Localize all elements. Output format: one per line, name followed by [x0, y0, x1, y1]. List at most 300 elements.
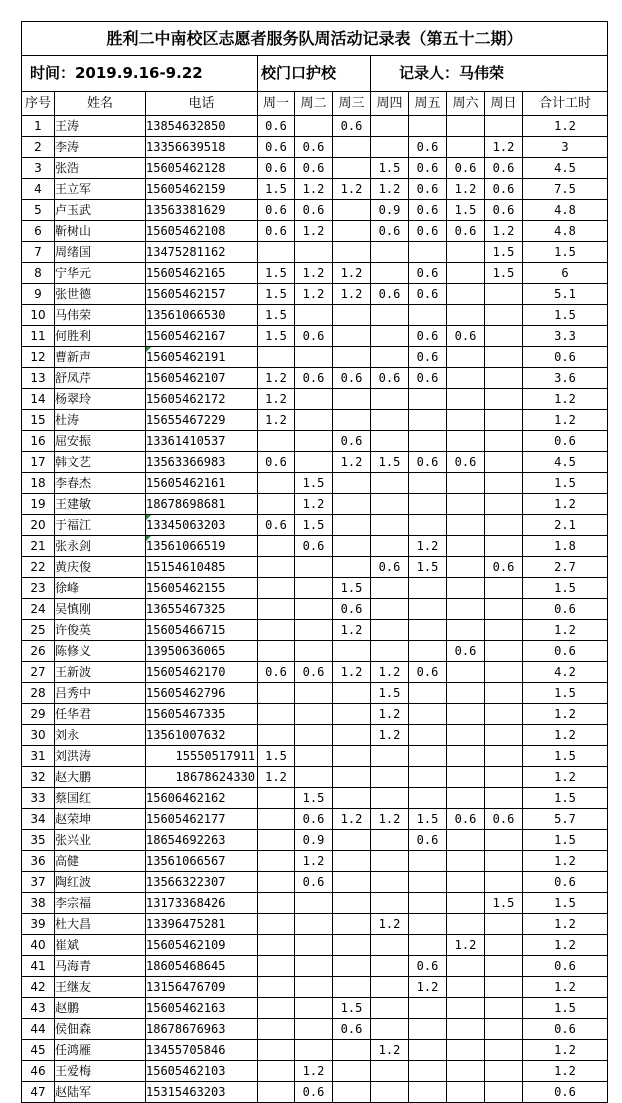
total-hours: 1.5	[523, 830, 608, 851]
hours-sun	[485, 578, 523, 599]
hours-mon: 1.2	[258, 410, 295, 431]
time-period: 时间：2019.9.16-9.22	[22, 56, 258, 92]
hours-sun	[485, 1040, 523, 1061]
hours-mon	[258, 725, 295, 746]
table-row	[22, 1040, 608, 1061]
table-row	[22, 662, 608, 683]
hours-thu	[371, 473, 409, 494]
header-row	[22, 92, 608, 116]
total-hours: 6	[523, 263, 608, 284]
hours-thu	[371, 998, 409, 1019]
table-row	[22, 725, 608, 746]
hours-thu: 0.6	[371, 221, 409, 242]
hours-thu	[371, 347, 409, 368]
hours-tue	[295, 389, 333, 410]
total-hours: 1.2	[523, 1061, 608, 1082]
hours-wed	[333, 410, 371, 431]
volunteer-name: 赵大鹏	[55, 767, 146, 788]
hours-fri: 1.2	[409, 536, 447, 557]
hours-sun	[485, 956, 523, 977]
volunteer-name: 张世德	[55, 284, 146, 305]
hours-mon: 1.2	[258, 767, 295, 788]
hours-tue	[295, 956, 333, 977]
hours-sun	[485, 389, 523, 410]
hours-sun: 0.6	[485, 158, 523, 179]
hours-sat	[447, 473, 485, 494]
hours-sat: 1.2	[447, 179, 485, 200]
table-row	[22, 284, 608, 305]
row-number: 20	[22, 515, 55, 536]
hours-thu: 1.2	[371, 662, 409, 683]
hours-sat: 0.6	[447, 452, 485, 473]
hours-sun	[485, 683, 523, 704]
hours-tue	[295, 977, 333, 998]
hours-sat	[447, 557, 485, 578]
row-number: 19	[22, 494, 55, 515]
row-number: 40	[22, 935, 55, 956]
hours-fri	[409, 1082, 447, 1103]
phone-number: 13396475281	[146, 914, 258, 935]
hours-thu: 1.2	[371, 179, 409, 200]
hours-mon	[258, 683, 295, 704]
hours-sun	[485, 935, 523, 956]
hours-mon	[258, 473, 295, 494]
total-hours: 1.2	[523, 704, 608, 725]
phone-number: 15605462172	[146, 389, 258, 410]
hours-fri	[409, 641, 447, 662]
total-hours: 4.8	[523, 200, 608, 221]
volunteer-name: 曹新声	[55, 347, 146, 368]
table-row	[22, 389, 608, 410]
hours-wed: 1.5	[333, 578, 371, 599]
hours-mon	[258, 914, 295, 935]
row-number: 16	[22, 431, 55, 452]
hours-tue	[295, 452, 333, 473]
hours-wed	[333, 683, 371, 704]
hours-wed	[333, 389, 371, 410]
phone-number: 13563366983	[146, 452, 258, 473]
table-row	[22, 914, 608, 935]
hours-thu	[371, 1061, 409, 1082]
hours-thu: 0.9	[371, 200, 409, 221]
hours-tue	[295, 242, 333, 263]
hours-tue: 0.6	[295, 662, 333, 683]
table-row	[22, 830, 608, 851]
hours-sat	[447, 977, 485, 998]
total-hours: 0.6	[523, 641, 608, 662]
hours-fri: 0.6	[409, 347, 447, 368]
volunteer-name: 王新波	[55, 662, 146, 683]
total-hours: 7.5	[523, 179, 608, 200]
total-hours: 1.2	[523, 1040, 608, 1061]
hours-fri: 0.6	[409, 137, 447, 158]
hours-tue	[295, 767, 333, 788]
hours-thu: 1.5	[371, 452, 409, 473]
hours-sun	[485, 410, 523, 431]
volunteer-name: 侯佃森	[55, 1019, 146, 1040]
row-number: 5	[22, 200, 55, 221]
volunteer-name: 王立军	[55, 179, 146, 200]
hours-tue: 1.5	[295, 788, 333, 809]
row-number: 12	[22, 347, 55, 368]
total-hours: 1.2	[523, 494, 608, 515]
total-hours: 1.2	[523, 851, 608, 872]
hours-thu	[371, 599, 409, 620]
total-hours: 5.1	[523, 284, 608, 305]
hours-sun: 1.2	[485, 137, 523, 158]
hours-thu	[371, 410, 409, 431]
hours-sat	[447, 515, 485, 536]
hours-sun	[485, 1082, 523, 1103]
hours-thu: 1.2	[371, 809, 409, 830]
hours-fri: 1.5	[409, 557, 447, 578]
hours-fri	[409, 767, 447, 788]
hours-sat	[447, 347, 485, 368]
table-row	[22, 809, 608, 830]
hours-mon	[258, 599, 295, 620]
hours-fri	[409, 116, 447, 137]
hours-sat	[447, 494, 485, 515]
hours-tue: 0.6	[295, 137, 333, 158]
hours-sun: 0.6	[485, 200, 523, 221]
row-number: 45	[22, 1040, 55, 1061]
hours-thu	[371, 767, 409, 788]
hours-tue: 0.6	[295, 200, 333, 221]
hours-mon	[258, 788, 295, 809]
total-hours: 1.2	[523, 767, 608, 788]
hours-fri	[409, 746, 447, 767]
table-row	[22, 599, 608, 620]
header-fri: 周五	[409, 92, 447, 116]
volunteer-name: 吴慎刚	[55, 599, 146, 620]
hours-sun	[485, 305, 523, 326]
hours-mon	[258, 893, 295, 914]
hours-wed	[333, 935, 371, 956]
volunteer-name: 杜大昌	[55, 914, 146, 935]
volunteer-name: 周绪国	[55, 242, 146, 263]
volunteer-name: 黄庆俊	[55, 557, 146, 578]
volunteer-name: 马海青	[55, 956, 146, 977]
hours-mon	[258, 1061, 295, 1082]
row-number: 28	[22, 683, 55, 704]
header-wed: 周三	[333, 92, 371, 116]
hours-mon: 0.6	[258, 452, 295, 473]
phone-number: 15315463203	[146, 1082, 258, 1103]
volunteer-name: 于福江	[55, 515, 146, 536]
total-hours: 0.6	[523, 1082, 608, 1103]
row-number: 24	[22, 599, 55, 620]
hours-thu	[371, 977, 409, 998]
header-total-hours: 合计工时	[523, 92, 608, 116]
hours-mon: 1.2	[258, 368, 295, 389]
hours-wed	[333, 326, 371, 347]
hours-mon	[258, 1040, 295, 1061]
row-number: 13	[22, 368, 55, 389]
hours-wed: 0.6	[333, 1019, 371, 1040]
row-number: 1	[22, 116, 55, 137]
row-number: 22	[22, 557, 55, 578]
table-row	[22, 263, 608, 284]
hours-fri: 0.6	[409, 830, 447, 851]
hours-wed	[333, 977, 371, 998]
hours-fri	[409, 515, 447, 536]
row-number: 27	[22, 662, 55, 683]
table-row	[22, 893, 608, 914]
total-hours: 2.7	[523, 557, 608, 578]
phone-number: 13173368426	[146, 893, 258, 914]
activity-location: 校门口护校	[258, 56, 371, 92]
hours-tue	[295, 935, 333, 956]
phone-number: 15605462157	[146, 284, 258, 305]
hours-sat	[447, 599, 485, 620]
hours-mon	[258, 935, 295, 956]
hours-wed	[333, 1040, 371, 1061]
hours-thu: 0.6	[371, 557, 409, 578]
table-row	[22, 935, 608, 956]
hours-wed: 1.2	[333, 809, 371, 830]
hours-thu: 1.2	[371, 725, 409, 746]
row-number: 3	[22, 158, 55, 179]
phone-number: 13345063203	[146, 515, 258, 536]
hours-sun	[485, 473, 523, 494]
hours-sat: 0.6	[447, 158, 485, 179]
hours-sat	[447, 284, 485, 305]
hours-thu	[371, 1019, 409, 1040]
total-hours: 1.5	[523, 242, 608, 263]
hours-fri: 0.6	[409, 179, 447, 200]
row-number: 36	[22, 851, 55, 872]
hours-wed	[333, 851, 371, 872]
hours-fri	[409, 410, 447, 431]
row-number: 37	[22, 872, 55, 893]
row-number: 29	[22, 704, 55, 725]
hours-thu	[371, 956, 409, 977]
row-number: 23	[22, 578, 55, 599]
volunteer-name: 赵荣坤	[55, 809, 146, 830]
phone-number: 13950636065	[146, 641, 258, 662]
hours-wed	[333, 305, 371, 326]
hours-sat	[447, 683, 485, 704]
hours-sun: 1.5	[485, 242, 523, 263]
volunteer-name: 屈安振	[55, 431, 146, 452]
hours-fri	[409, 620, 447, 641]
total-hours: 4.5	[523, 158, 608, 179]
hours-thu	[371, 830, 409, 851]
phone-number: 13561066519	[146, 536, 258, 557]
hours-mon	[258, 872, 295, 893]
table-row	[22, 704, 608, 725]
total-hours: 1.5	[523, 893, 608, 914]
hours-wed	[333, 221, 371, 242]
hours-sun	[485, 515, 523, 536]
hours-thu	[371, 242, 409, 263]
table-row	[22, 452, 608, 473]
total-hours: 1.8	[523, 536, 608, 557]
hours-mon	[258, 557, 295, 578]
volunteer-name: 李宗福	[55, 893, 146, 914]
hours-tue	[295, 704, 333, 725]
hours-wed	[333, 137, 371, 158]
table-row	[22, 515, 608, 536]
hours-sat	[447, 851, 485, 872]
phone-number: 15655467229	[146, 410, 258, 431]
hours-mon	[258, 704, 295, 725]
phone-number: 15550517911	[146, 746, 258, 767]
hours-sun	[485, 452, 523, 473]
volunteer-name: 王继友	[55, 977, 146, 998]
volunteer-name: 王爱梅	[55, 1061, 146, 1082]
total-hours: 1.2	[523, 116, 608, 137]
phone-number: 15605467335	[146, 704, 258, 725]
table-row	[22, 1019, 608, 1040]
hours-sat	[447, 746, 485, 767]
table-row	[22, 1061, 608, 1082]
volunteer-name: 陶红波	[55, 872, 146, 893]
volunteer-name: 张浩	[55, 158, 146, 179]
table-row	[22, 956, 608, 977]
hours-fri	[409, 599, 447, 620]
hours-tue: 1.2	[295, 179, 333, 200]
hours-tue	[295, 1040, 333, 1061]
phone-number: 18678698681	[146, 494, 258, 515]
hours-sat: 1.2	[447, 935, 485, 956]
table-row	[22, 872, 608, 893]
hours-mon: 1.5	[258, 305, 295, 326]
hours-sun: 0.6	[485, 809, 523, 830]
hours-tue: 1.5	[295, 515, 333, 536]
volunteer-name: 刘永	[55, 725, 146, 746]
hours-mon	[258, 809, 295, 830]
volunteer-name: 王建敏	[55, 494, 146, 515]
hours-tue	[295, 641, 333, 662]
table-row	[22, 326, 608, 347]
phone-number: 13655467325	[146, 599, 258, 620]
hours-fri	[409, 578, 447, 599]
hours-fri	[409, 242, 447, 263]
hours-thu: 0.6	[371, 284, 409, 305]
row-number: 32	[22, 767, 55, 788]
hours-tue	[295, 998, 333, 1019]
total-hours: 0.6	[523, 431, 608, 452]
hours-fri	[409, 788, 447, 809]
hours-sun: 1.5	[485, 263, 523, 284]
hours-sun: 1.2	[485, 221, 523, 242]
total-hours: 1.2	[523, 389, 608, 410]
hours-sun	[485, 788, 523, 809]
total-hours: 4.2	[523, 662, 608, 683]
phone-number: 15605462107	[146, 368, 258, 389]
table-row	[22, 137, 608, 158]
hours-sun	[485, 1019, 523, 1040]
hours-wed: 0.6	[333, 116, 371, 137]
volunteer-name: 许俊英	[55, 620, 146, 641]
phone-number: 15605462155	[146, 578, 258, 599]
phone-number: 18678676963	[146, 1019, 258, 1040]
hours-tue: 1.2	[295, 263, 333, 284]
hours-thu	[371, 263, 409, 284]
hours-sat	[447, 1082, 485, 1103]
hours-sun: 0.6	[485, 557, 523, 578]
hours-fri: 0.6	[409, 326, 447, 347]
table-row	[22, 620, 608, 641]
hours-tue	[295, 557, 333, 578]
hours-mon: 1.5	[258, 746, 295, 767]
hours-wed	[333, 725, 371, 746]
hours-wed: 1.2	[333, 263, 371, 284]
hours-thu	[371, 893, 409, 914]
volunteer-name: 陈修义	[55, 641, 146, 662]
total-hours: 0.6	[523, 872, 608, 893]
hours-tue	[295, 599, 333, 620]
volunteer-name: 王涛	[55, 116, 146, 137]
table-row	[22, 851, 608, 872]
hours-thu	[371, 116, 409, 137]
hours-tue: 0.6	[295, 809, 333, 830]
hours-fri	[409, 683, 447, 704]
phone-number: 15154610485	[146, 557, 258, 578]
hours-wed: 1.2	[333, 662, 371, 683]
hours-sat	[447, 410, 485, 431]
hours-fri	[409, 473, 447, 494]
hours-mon	[258, 578, 295, 599]
hours-tue	[295, 620, 333, 641]
hours-sat	[447, 305, 485, 326]
row-number: 42	[22, 977, 55, 998]
hours-wed	[333, 473, 371, 494]
hours-sun	[485, 872, 523, 893]
hours-sun	[485, 641, 523, 662]
hours-sun	[485, 704, 523, 725]
row-number: 10	[22, 305, 55, 326]
hours-thu	[371, 389, 409, 410]
sheet-title: 胜利二中南校区志愿者服务队周活动记录表（第五十二期）	[22, 22, 608, 56]
table-row	[22, 242, 608, 263]
table-row	[22, 494, 608, 515]
hours-wed: 1.2	[333, 284, 371, 305]
hours-sun: 0.6	[485, 179, 523, 200]
total-hours: 3	[523, 137, 608, 158]
table-row	[22, 1082, 608, 1103]
hours-mon	[258, 998, 295, 1019]
phone-number: 15605462161	[146, 473, 258, 494]
phone-number: 13854632850	[146, 116, 258, 137]
table-row	[22, 746, 608, 767]
header-no: 序号	[22, 92, 55, 116]
row-number: 43	[22, 998, 55, 1019]
hours-sat	[447, 914, 485, 935]
phone-number: 15605462167	[146, 326, 258, 347]
hours-wed	[333, 242, 371, 263]
row-number: 44	[22, 1019, 55, 1040]
hours-sat	[447, 998, 485, 1019]
hours-sun	[485, 725, 523, 746]
hours-fri	[409, 851, 447, 872]
hours-wed	[333, 536, 371, 557]
hours-mon: 0.6	[258, 200, 295, 221]
hours-fri: 1.2	[409, 977, 447, 998]
hours-wed	[333, 788, 371, 809]
hours-wed	[333, 515, 371, 536]
hours-mon: 1.5	[258, 284, 295, 305]
hours-wed: 1.2	[333, 620, 371, 641]
hours-mon	[258, 431, 295, 452]
hours-sat: 1.5	[447, 200, 485, 221]
phone-number: 13475281162	[146, 242, 258, 263]
hours-sun	[485, 620, 523, 641]
hours-mon: 0.6	[258, 662, 295, 683]
total-hours: 0.6	[523, 1019, 608, 1040]
hours-wed	[333, 1061, 371, 1082]
